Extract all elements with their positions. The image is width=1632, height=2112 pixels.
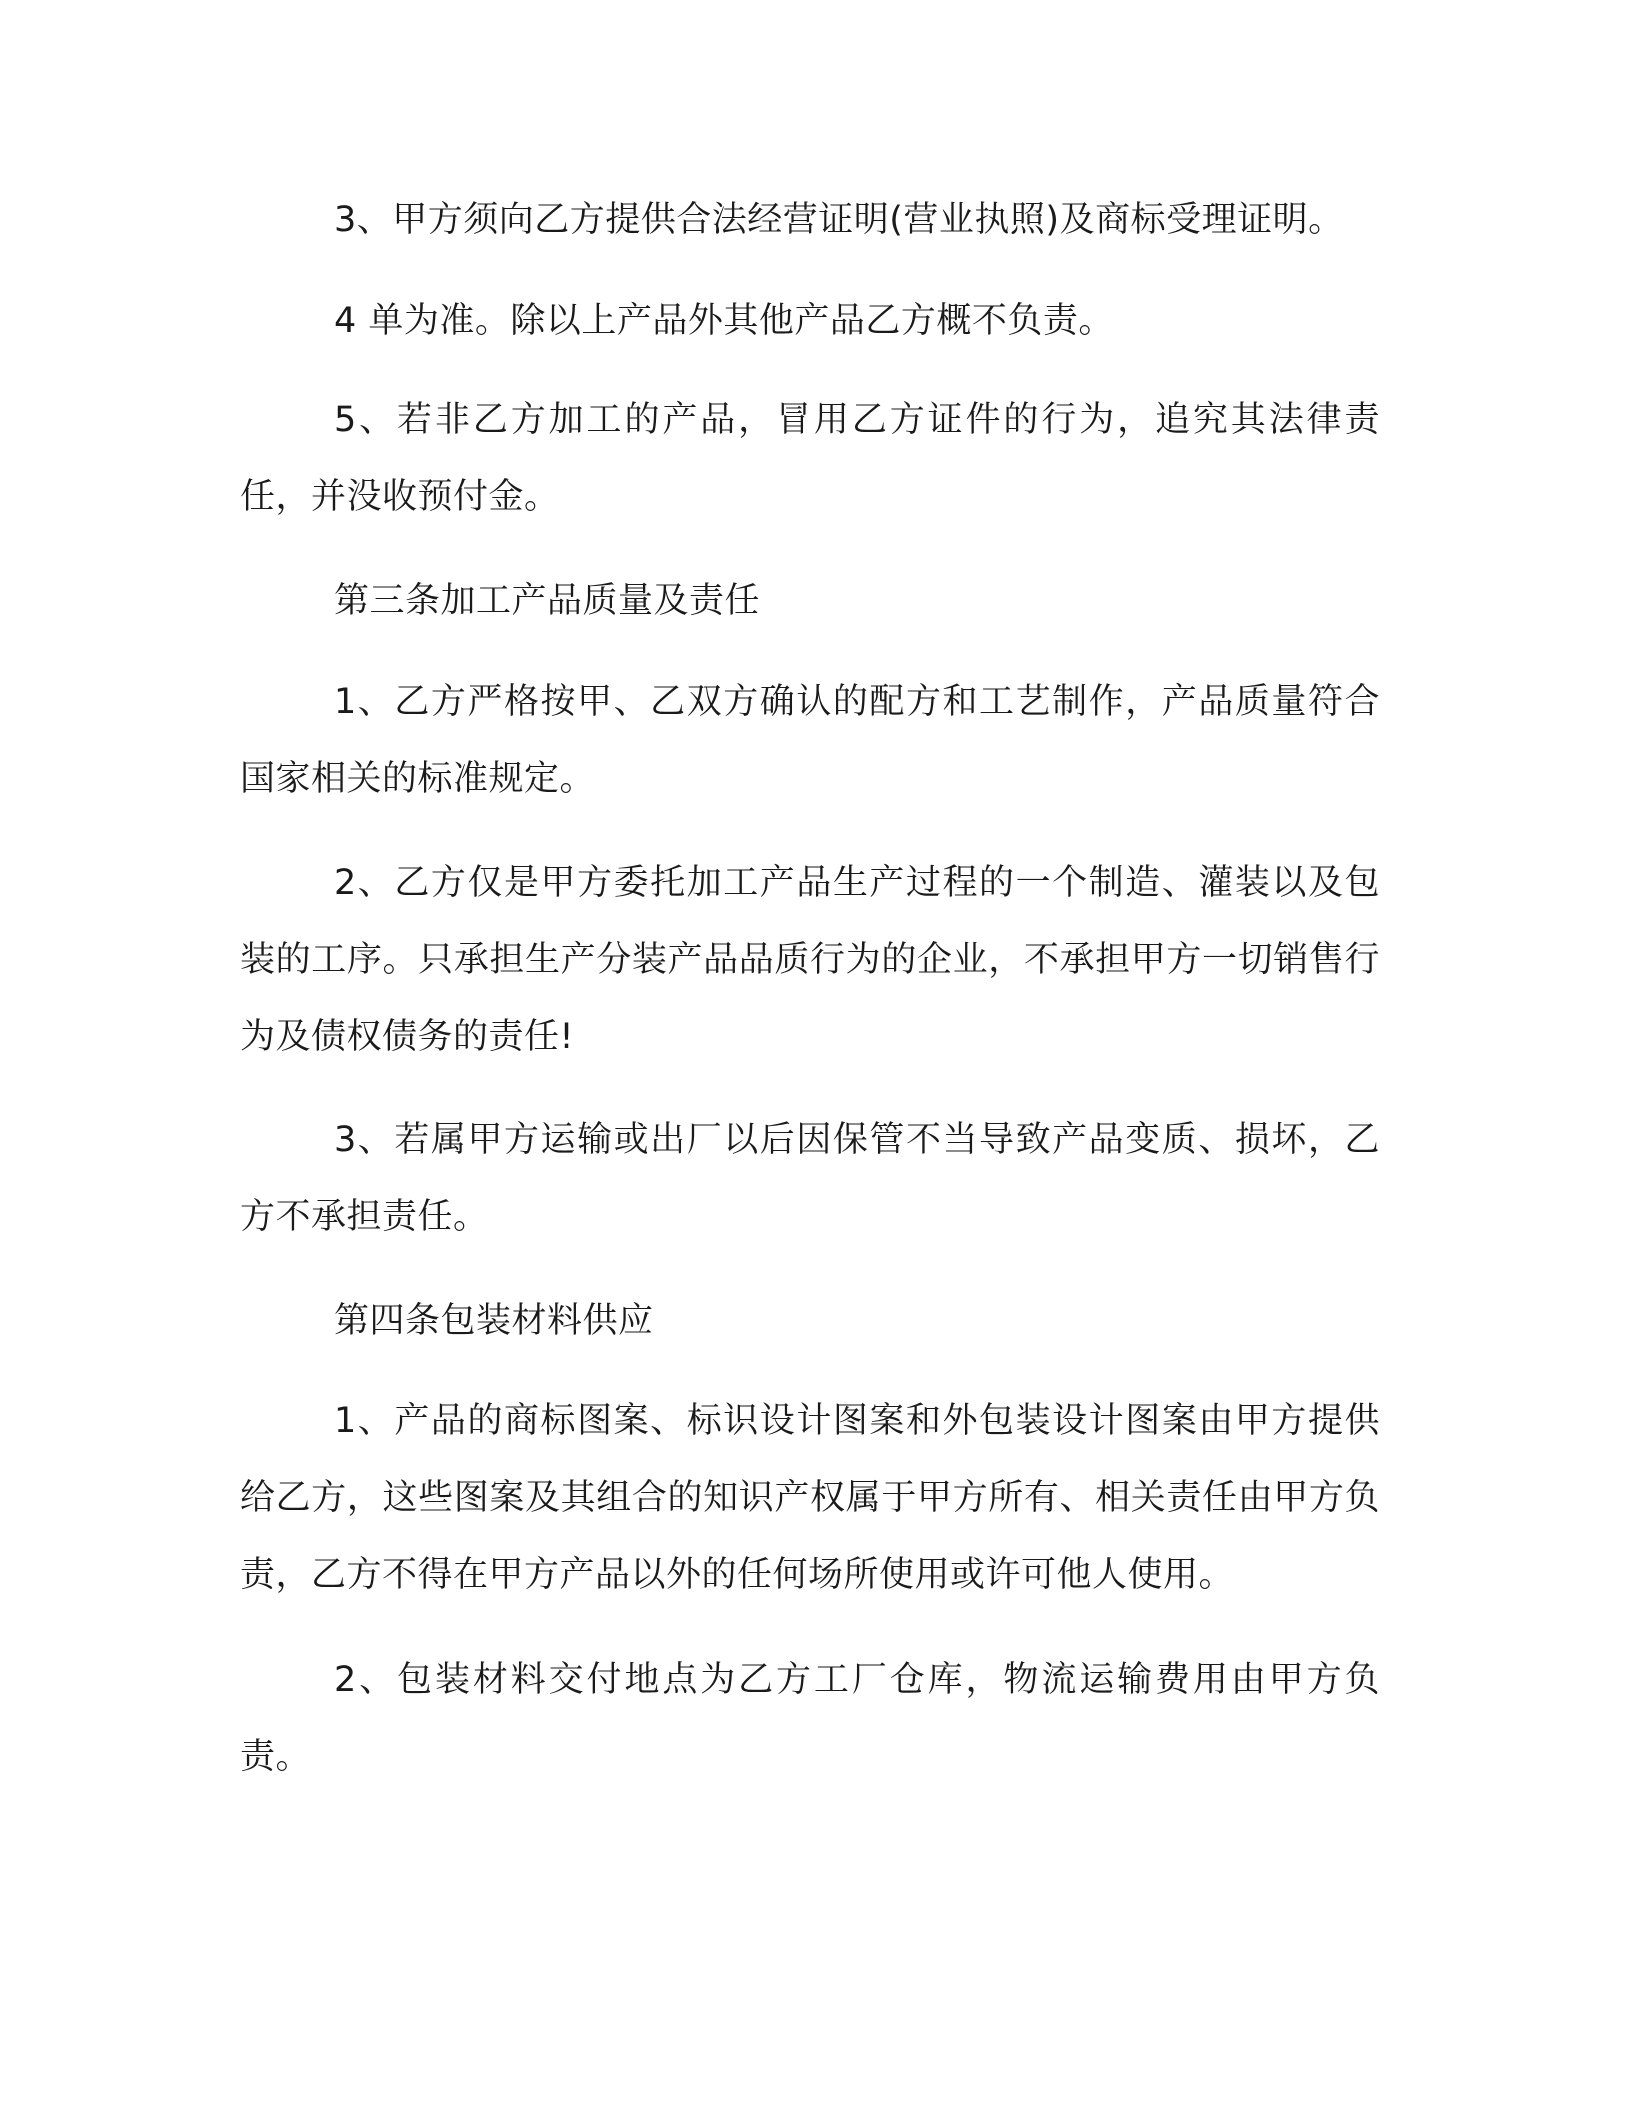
paragraph-clause-2-4: 4 单为准。除以上产品外其他产品乙方概不负责。 [334, 301, 1114, 341]
paragraph-clause-4-1: 1、产品的商标图案、标识设计图案和外包装设计图案由甲方提供给乙方，这些图案及其组合的知识产权属于甲方所有、相关责任由甲方负责，乙方不得在甲方产品以外的任何场所使用或许可他人使用。 [240, 1401, 1380, 1595]
paragraph-clause-2-5: 5、若非乙方加工的产品，冒用乙方证件的行为，追究其法律责任，并没收预付金。 [240, 400, 1380, 517]
paragraph-clause-3-2: 2、乙方仅是甲方委托加工产品生产过程的一个制造、灌装以及包装的工序。只承担生产分装产品品质行为的企业，不承担甲方一切销售行为及债权债务的责任! [240, 863, 1380, 1057]
section-heading-4: 第四条包装材料供应 [334, 1301, 654, 1341]
paragraph-clause-4-2: 2、包装材料交付地点为乙方工厂仓库，物流运输费用由甲方负责。 [240, 1660, 1380, 1777]
paragraph-clause-2-3: 3、甲方须向乙方提供合法经营证明(营业执照)及商标受理证明。 [334, 200, 1344, 240]
paragraph-clause-3-1: 1、乙方严格按甲、乙双方确认的配方和工艺制作，产品质量符合国家相关的标准规定。 [240, 682, 1380, 799]
paragraph-clause-3-3: 3、若属甲方运输或出厂以后因保管不当导致产品变质、损坏，乙方不承担责任。 [240, 1120, 1380, 1237]
section-heading-3: 第三条加工产品质量及责任 [334, 581, 761, 621]
